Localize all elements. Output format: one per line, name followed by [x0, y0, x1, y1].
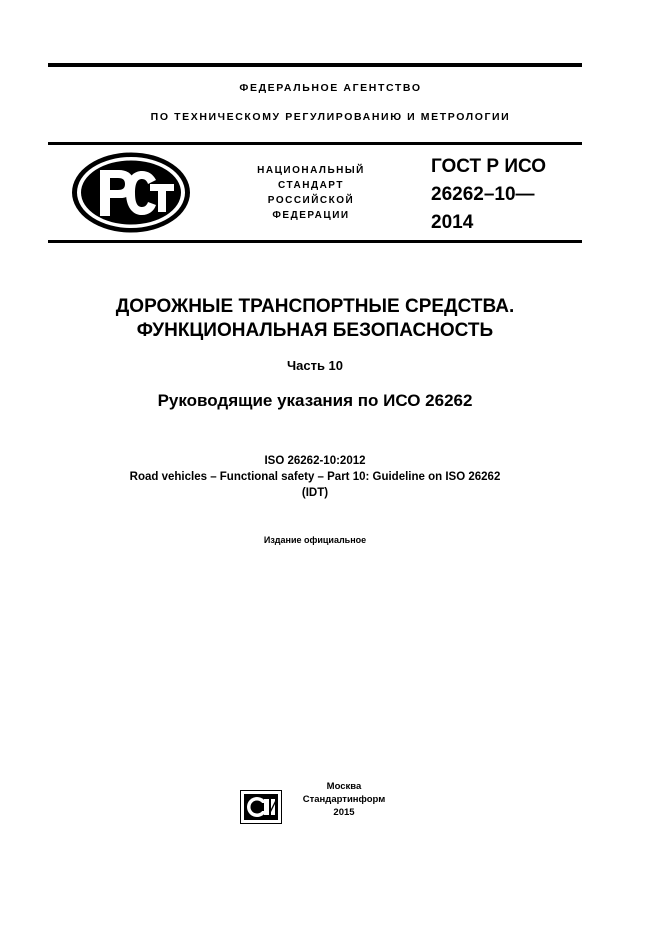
agency-subtitle: ПО ТЕХНИЧЕСКОМУ РЕГУЛИРОВАНИЮ И МЕТРОЛОГИИ	[150, 111, 511, 123]
standard-designation	[431, 153, 546, 237]
edition-label: Издание официальное	[263, 535, 367, 545]
iso-degree: (IDT)	[301, 487, 329, 499]
national-line: РОССИЙСКОЙ	[267, 195, 355, 206]
publisher-name: Стандартинформ	[302, 794, 386, 805]
part-number: Часть 10	[286, 358, 344, 373]
iso-english-title: Road vehicles – Functional safety – Part 10: Guideline on ISO 26262	[129, 471, 501, 483]
publisher-city: Москва	[326, 781, 362, 792]
publisher-imprint	[296, 780, 392, 819]
international-reference	[0, 453, 630, 501]
middle-rule	[48, 142, 582, 145]
publisher-year: 2015	[333, 807, 355, 818]
bottom-rule	[48, 240, 582, 243]
iso-reference: ISO 26262-10:2012	[264, 455, 366, 467]
national-line: СТАНДАРТ	[278, 180, 344, 191]
standartinform-logo-icon	[240, 790, 282, 824]
designation-line: ГОСТ Р ИСО	[431, 156, 547, 177]
document-subtitle: Руководящие указания по ИСО 26262	[157, 391, 473, 410]
national-line: ФЕДЕРАЦИИ	[272, 210, 350, 221]
title-line: ФУНКЦИОНАЛЬНАЯ БЕЗОПАСНОСТЬ	[136, 320, 494, 341]
title-line: ДОРОЖНЫЕ ТРАНСПОРТНЫЕ СРЕДСТВА.	[115, 296, 515, 317]
national-standard-label	[236, 163, 386, 223]
agency-name: ФЕДЕРАЛЬНОЕ АГЕНТСТВО	[239, 82, 422, 94]
document-title	[0, 295, 630, 343]
national-line: НАЦИОНАЛЬНЫЙ	[257, 165, 365, 176]
top-rule	[48, 63, 582, 67]
designation-line: 26262–10—	[431, 184, 535, 205]
designation-line: 2014	[431, 212, 474, 233]
rst-logo-icon	[70, 150, 192, 235]
